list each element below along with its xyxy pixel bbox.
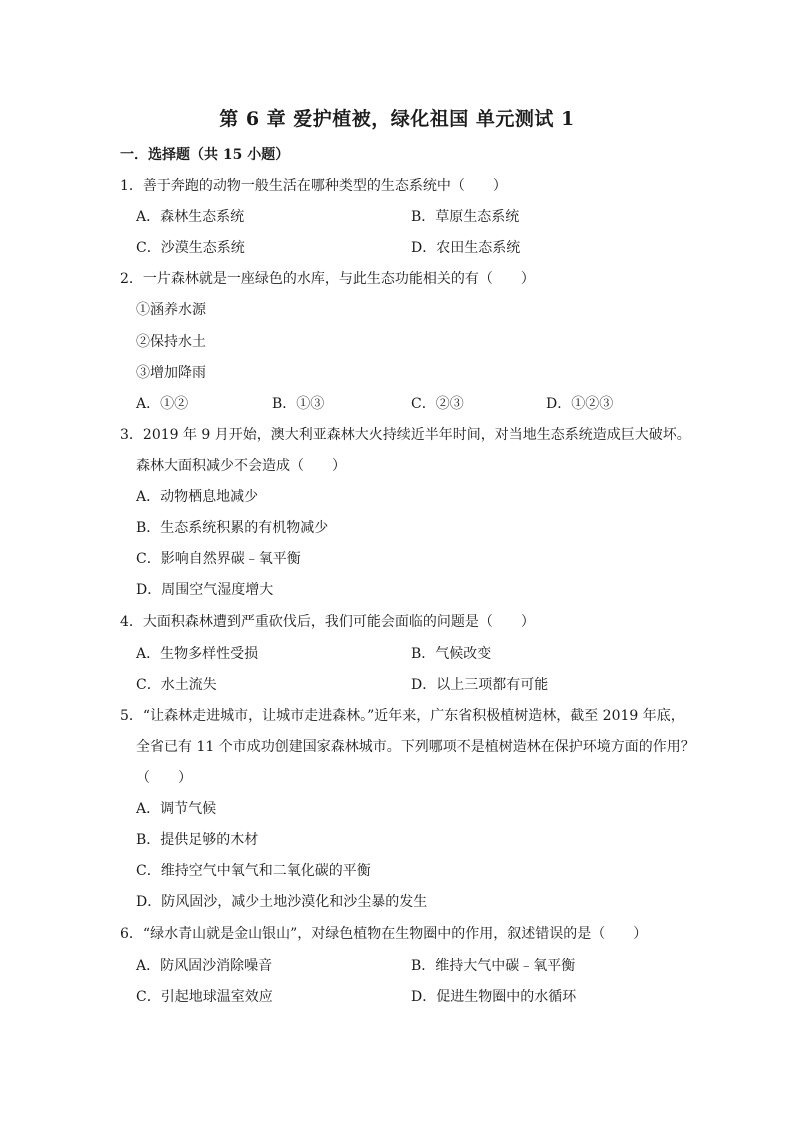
question-5-stem-line-2: 全省已有 11 个市成功创建国家森林城市。下列哪项不是植树造林在保护环境方面的作用？ (136, 739, 695, 755)
page-title: 第 6 章 爱护植被，绿化祖国 单元测试 1 (219, 108, 575, 130)
question-4-option-b: B．气候改变 (411, 646, 492, 662)
question-3-option-d: D．周围空气湿度增大 (136, 582, 274, 598)
question-1-option-b: B．草原生态系统 (411, 209, 520, 225)
question-4-option-c: C．水土流失 (136, 677, 217, 693)
question-6-option-d: D．促进生物圈中的水循环 (411, 989, 577, 1005)
question-3-option-b: B．生态系统积累的有机物减少 (136, 520, 329, 536)
question-1-option-d: D．农田生态系统 (411, 240, 521, 256)
question-4-option-a: A．生物多样性受损 (136, 646, 259, 662)
question-5-option-c: C．维持空气中氧气和二氧化碳的平衡 (136, 863, 371, 879)
question-2-option-a: A．①② (136, 396, 189, 412)
question-5-option-d: D．防风固沙，减少土地沙漠化和沙尘暴的发生 (136, 894, 428, 910)
question-2-stem: 2．一片森林就是一座绿色的水库，与此生态功能相关的有（ ） (120, 271, 535, 287)
question-5-stem-line-3: （ ） (136, 770, 192, 786)
question-6-stem: 6．“绿水青山就是金山银山”，对绿色植物在生物圈中的作用，叙述错误的是（ ） (120, 926, 648, 942)
question-2-option-d: D．①②③ (546, 396, 614, 412)
question-1-option-c: C．沙漠生态系统 (136, 240, 245, 256)
question-5-option-a: A．调节气候 (136, 801, 217, 817)
question-1-stem: 1．善于奔跑的动物一般生活在哪种类型的生态系统中（ ） (120, 178, 507, 194)
question-6-option-c: C．引起地球温室效应 (136, 989, 273, 1005)
question-2-option-c: C．②③ (411, 396, 464, 412)
question-2-item-1: ①涵养水源 (136, 302, 206, 318)
question-3-option-c: C．影响自然界碳﹣氧平衡 (136, 551, 301, 567)
section-heading: 一．选择题（共 15 小题） (120, 147, 290, 163)
question-2-option-b: B．①③ (272, 396, 325, 412)
question-5-option-b: B．提供足够的木材 (136, 832, 259, 848)
question-5-stem-line-1: 5．“让森林走进城市，让城市走进森林。”近年来，广东省积极植树造林，截至 2019 年底， (120, 708, 685, 724)
question-2-item-2: ②保持水土 (136, 334, 206, 350)
question-3-option-a: A．动物栖息地减少 (136, 489, 259, 505)
question-3-stem-line-2: 森林大面积减少不会造成（ ） (136, 458, 346, 474)
question-2-item-3: ③增加降雨 (136, 365, 206, 381)
question-4-stem: 4．大面积森林遭到严重砍伐后，我们可能会面临的问题是（ ） (120, 614, 535, 630)
question-3-stem-line-1: 3．2019 年 9 月开始，澳大利亚森林大火持续近半年时间，对当地生态系统造成巨大破坏。 (120, 427, 691, 443)
question-1-option-a: A．森林生态系统 (136, 209, 245, 225)
question-4-option-d: D．以上三项都有可能 (411, 677, 549, 693)
question-6-option-b: B．维持大气中碳﹣氧平衡 (411, 958, 576, 974)
question-6-option-a: A．防风固沙消除噪音 (136, 958, 273, 974)
